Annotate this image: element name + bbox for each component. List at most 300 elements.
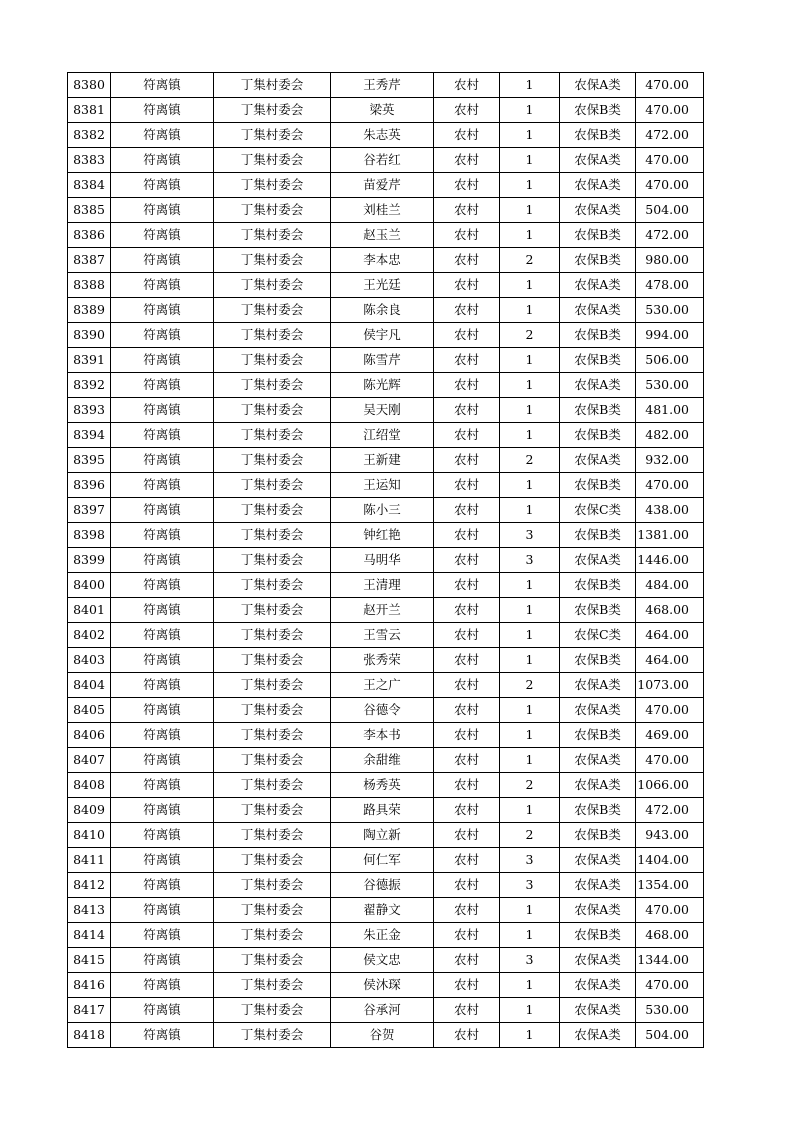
town-cell: 符离镇 (111, 773, 214, 798)
household-type-cell: 农村 (434, 373, 500, 398)
household-type-cell: 农村 (434, 448, 500, 473)
amount-cell: 530.00 (636, 298, 704, 323)
serial-number-cell: 8415 (68, 948, 111, 973)
serial-number-cell: 8405 (68, 698, 111, 723)
person-name-cell: 王光廷 (331, 273, 434, 298)
person-name-cell: 张秀荣 (331, 648, 434, 673)
person-name-cell: 谷若红 (331, 148, 434, 173)
town-cell: 符离镇 (111, 398, 214, 423)
amount-cell: 472.00 (636, 798, 704, 823)
village-committee-cell: 丁集村委会 (214, 248, 331, 273)
amount-cell: 1354.00 (636, 873, 704, 898)
amount-cell: 482.00 (636, 423, 704, 448)
family-size-cell: 1 (500, 173, 560, 198)
insurance-category-cell: 农保A类 (560, 1023, 636, 1048)
amount-cell: 506.00 (636, 348, 704, 373)
family-size-cell: 1 (500, 748, 560, 773)
insurance-category-cell: 农保A类 (560, 298, 636, 323)
person-name-cell: 侯宇凡 (331, 323, 434, 348)
serial-number-cell: 8402 (68, 623, 111, 648)
family-size-cell: 1 (500, 73, 560, 98)
insurance-category-cell: 农保B类 (560, 223, 636, 248)
household-type-cell: 农村 (434, 948, 500, 973)
amount-cell: 481.00 (636, 398, 704, 423)
town-cell: 符离镇 (111, 673, 214, 698)
table-row (68, 848, 704, 873)
person-name-cell: 谷德振 (331, 873, 434, 898)
person-name-cell: 王清理 (331, 573, 434, 598)
insurance-category-cell: 农保B类 (560, 248, 636, 273)
village-committee-cell: 丁集村委会 (214, 298, 331, 323)
table-row (68, 623, 704, 648)
town-cell: 符离镇 (111, 423, 214, 448)
insurance-category-cell: 农保C类 (560, 498, 636, 523)
household-type-cell: 农村 (434, 823, 500, 848)
table-row (68, 798, 704, 823)
insurance-category-cell: 农保B类 (560, 798, 636, 823)
insurance-category-cell: 农保A类 (560, 773, 636, 798)
serial-number-cell: 8407 (68, 748, 111, 773)
person-name-cell: 马明华 (331, 548, 434, 573)
table-row (68, 673, 704, 698)
family-size-cell: 1 (500, 198, 560, 223)
family-size-cell: 3 (500, 848, 560, 873)
amount-cell: 470.00 (636, 98, 704, 123)
household-type-cell: 农村 (434, 623, 500, 648)
town-cell: 符离镇 (111, 998, 214, 1023)
village-committee-cell: 丁集村委会 (214, 573, 331, 598)
household-type-cell: 农村 (434, 798, 500, 823)
village-committee-cell: 丁集村委会 (214, 773, 331, 798)
household-type-cell: 农村 (434, 248, 500, 273)
person-name-cell: 杨秀英 (331, 773, 434, 798)
village-committee-cell: 丁集村委会 (214, 98, 331, 123)
household-type-cell: 农村 (434, 198, 500, 223)
serial-number-cell: 8396 (68, 473, 111, 498)
table-row (68, 998, 704, 1023)
insurance-category-cell: 农保B类 (560, 523, 636, 548)
person-name-cell: 路具荣 (331, 798, 434, 823)
insurance-category-cell: 农保B类 (560, 423, 636, 448)
amount-cell: 470.00 (636, 473, 704, 498)
serial-number-cell: 8414 (68, 923, 111, 948)
serial-number-cell: 8400 (68, 573, 111, 598)
household-type-cell: 农村 (434, 673, 500, 698)
person-name-cell: 赵开兰 (331, 598, 434, 623)
person-name-cell: 王新建 (331, 448, 434, 473)
household-type-cell: 农村 (434, 998, 500, 1023)
household-type-cell: 农村 (434, 748, 500, 773)
amount-cell: 472.00 (636, 223, 704, 248)
village-committee-cell: 丁集村委会 (214, 348, 331, 373)
village-committee-cell: 丁集村委会 (214, 873, 331, 898)
household-type-cell: 农村 (434, 173, 500, 198)
household-type-cell: 农村 (434, 498, 500, 523)
table-row (68, 723, 704, 748)
household-type-cell: 农村 (434, 223, 500, 248)
person-name-cell: 钟红艳 (331, 523, 434, 548)
town-cell: 符离镇 (111, 873, 214, 898)
family-size-cell: 1 (500, 123, 560, 148)
village-committee-cell: 丁集村委会 (214, 998, 331, 1023)
town-cell: 符离镇 (111, 973, 214, 998)
household-type-cell: 农村 (434, 398, 500, 423)
insurance-category-cell: 农保A类 (560, 373, 636, 398)
amount-cell: 470.00 (636, 748, 704, 773)
amount-cell: 464.00 (636, 648, 704, 673)
person-name-cell: 王秀芹 (331, 73, 434, 98)
amount-cell: 478.00 (636, 273, 704, 298)
town-cell: 符离镇 (111, 198, 214, 223)
insurance-category-cell: 农保A类 (560, 698, 636, 723)
village-committee-cell: 丁集村委会 (214, 173, 331, 198)
family-size-cell: 1 (500, 298, 560, 323)
household-type-cell: 农村 (434, 648, 500, 673)
table-row (68, 273, 704, 298)
serial-number-cell: 8413 (68, 898, 111, 923)
town-cell: 符离镇 (111, 723, 214, 748)
serial-number-cell: 8397 (68, 498, 111, 523)
amount-cell: 468.00 (636, 923, 704, 948)
person-name-cell: 李本忠 (331, 248, 434, 273)
table-row (68, 473, 704, 498)
insurance-category-cell: 农保A类 (560, 848, 636, 873)
family-size-cell: 1 (500, 973, 560, 998)
town-cell: 符离镇 (111, 498, 214, 523)
village-committee-cell: 丁集村委会 (214, 448, 331, 473)
insurance-category-cell: 农保B类 (560, 648, 636, 673)
amount-cell: 1066.00 (636, 773, 704, 798)
family-size-cell: 3 (500, 548, 560, 573)
amount-cell: 470.00 (636, 73, 704, 98)
town-cell: 符离镇 (111, 473, 214, 498)
amount-cell: 1446.00 (636, 548, 704, 573)
insurance-category-cell: 农保B类 (560, 398, 636, 423)
person-name-cell: 谷承河 (331, 998, 434, 1023)
family-size-cell: 3 (500, 523, 560, 548)
village-committee-cell: 丁集村委会 (214, 748, 331, 773)
town-cell: 符离镇 (111, 448, 214, 473)
serial-number-cell: 8394 (68, 423, 111, 448)
amount-cell: 470.00 (636, 698, 704, 723)
household-type-cell: 农村 (434, 523, 500, 548)
family-size-cell: 1 (500, 348, 560, 373)
village-committee-cell: 丁集村委会 (214, 123, 331, 148)
town-cell: 符离镇 (111, 848, 214, 873)
serial-number-cell: 8398 (68, 523, 111, 548)
person-name-cell: 侯文忠 (331, 948, 434, 973)
town-cell: 符离镇 (111, 223, 214, 248)
village-committee-cell: 丁集村委会 (214, 323, 331, 348)
person-name-cell: 谷德令 (331, 698, 434, 723)
town-cell: 符离镇 (111, 73, 214, 98)
serial-number-cell: 8392 (68, 373, 111, 398)
amount-cell: 470.00 (636, 898, 704, 923)
person-name-cell: 陶立新 (331, 823, 434, 848)
village-committee-cell: 丁集村委会 (214, 798, 331, 823)
village-committee-cell: 丁集村委会 (214, 948, 331, 973)
village-committee-cell: 丁集村委会 (214, 923, 331, 948)
person-name-cell: 陈小三 (331, 498, 434, 523)
serial-number-cell: 8388 (68, 273, 111, 298)
person-name-cell: 陈余良 (331, 298, 434, 323)
serial-number-cell: 8399 (68, 548, 111, 573)
household-type-cell: 农村 (434, 123, 500, 148)
insurance-category-cell: 农保B类 (560, 823, 636, 848)
family-size-cell: 2 (500, 248, 560, 273)
serial-number-cell: 8386 (68, 223, 111, 248)
town-cell: 符离镇 (111, 98, 214, 123)
household-type-cell: 农村 (434, 423, 500, 448)
serial-number-cell: 8411 (68, 848, 111, 873)
insurance-category-cell: 农保A类 (560, 73, 636, 98)
person-name-cell: 谷贺 (331, 1023, 434, 1048)
amount-cell: 438.00 (636, 498, 704, 523)
table-row (68, 598, 704, 623)
family-size-cell: 1 (500, 398, 560, 423)
table-row (68, 748, 704, 773)
table-row (68, 348, 704, 373)
town-cell: 符离镇 (111, 823, 214, 848)
town-cell: 符离镇 (111, 523, 214, 548)
family-size-cell: 1 (500, 698, 560, 723)
family-size-cell: 1 (500, 373, 560, 398)
insurance-category-cell: 农保B类 (560, 923, 636, 948)
serial-number-cell: 8401 (68, 598, 111, 623)
town-cell: 符离镇 (111, 348, 214, 373)
person-name-cell: 朱志英 (331, 123, 434, 148)
serial-number-cell: 8408 (68, 773, 111, 798)
person-name-cell: 李本书 (331, 723, 434, 748)
amount-cell: 464.00 (636, 623, 704, 648)
village-committee-cell: 丁集村委会 (214, 523, 331, 548)
town-cell: 符离镇 (111, 548, 214, 573)
insurance-category-cell: 农保A类 (560, 998, 636, 1023)
serial-number-cell: 8387 (68, 248, 111, 273)
household-type-cell: 农村 (434, 573, 500, 598)
person-name-cell: 王之广 (331, 673, 434, 698)
amount-cell: 1344.00 (636, 948, 704, 973)
household-type-cell: 农村 (434, 73, 500, 98)
table-row (68, 173, 704, 198)
insurance-category-cell: 农保A类 (560, 198, 636, 223)
town-cell: 符离镇 (111, 923, 214, 948)
town-cell: 符离镇 (111, 298, 214, 323)
table-row (68, 323, 704, 348)
family-size-cell: 1 (500, 923, 560, 948)
table-row (68, 948, 704, 973)
town-cell: 符离镇 (111, 273, 214, 298)
table-row (68, 898, 704, 923)
village-committee-cell: 丁集村委会 (214, 398, 331, 423)
household-type-cell: 农村 (434, 298, 500, 323)
family-size-cell: 1 (500, 573, 560, 598)
village-committee-cell: 丁集村委会 (214, 548, 331, 573)
table-row (68, 873, 704, 898)
town-cell: 符离镇 (111, 1023, 214, 1048)
amount-cell: 994.00 (636, 323, 704, 348)
family-size-cell: 1 (500, 798, 560, 823)
serial-number-cell: 8406 (68, 723, 111, 748)
family-size-cell: 1 (500, 473, 560, 498)
household-type-cell: 农村 (434, 698, 500, 723)
village-committee-cell: 丁集村委会 (214, 698, 331, 723)
insurance-category-cell: 农保A类 (560, 448, 636, 473)
table-row (68, 973, 704, 998)
family-size-cell: 1 (500, 223, 560, 248)
person-name-cell: 刘桂兰 (331, 198, 434, 223)
household-type-cell: 农村 (434, 773, 500, 798)
amount-cell: 530.00 (636, 373, 704, 398)
person-name-cell: 江绍堂 (331, 423, 434, 448)
family-size-cell: 1 (500, 898, 560, 923)
village-committee-cell: 丁集村委会 (214, 1023, 331, 1048)
household-type-cell: 农村 (434, 473, 500, 498)
village-committee-cell: 丁集村委会 (214, 848, 331, 873)
village-committee-cell: 丁集村委会 (214, 623, 331, 648)
insurance-category-cell: 农保B类 (560, 473, 636, 498)
amount-cell: 470.00 (636, 148, 704, 173)
amount-cell: 943.00 (636, 823, 704, 848)
amount-cell: 980.00 (636, 248, 704, 273)
serial-number-cell: 8380 (68, 73, 111, 98)
roster-body (68, 73, 704, 1048)
table-row (68, 498, 704, 523)
serial-number-cell: 8390 (68, 323, 111, 348)
person-name-cell: 赵玉兰 (331, 223, 434, 248)
serial-number-cell: 8391 (68, 348, 111, 373)
village-committee-cell: 丁集村委会 (214, 148, 331, 173)
insurance-category-cell: 农保A类 (560, 173, 636, 198)
family-size-cell: 3 (500, 948, 560, 973)
family-size-cell: 2 (500, 673, 560, 698)
amount-cell: 504.00 (636, 1023, 704, 1048)
insurance-category-cell: 农保A类 (560, 748, 636, 773)
insurance-category-cell: 农保A类 (560, 548, 636, 573)
serial-number-cell: 8395 (68, 448, 111, 473)
person-name-cell: 何仁军 (331, 848, 434, 873)
amount-cell: 1404.00 (636, 848, 704, 873)
table-row (68, 648, 704, 673)
town-cell: 符离镇 (111, 798, 214, 823)
village-committee-cell: 丁集村委会 (214, 723, 331, 748)
table-row (68, 73, 704, 98)
family-size-cell: 1 (500, 423, 560, 448)
town-cell: 符离镇 (111, 948, 214, 973)
household-type-cell: 农村 (434, 348, 500, 373)
household-type-cell: 农村 (434, 323, 500, 348)
family-size-cell: 1 (500, 273, 560, 298)
village-committee-cell: 丁集村委会 (214, 898, 331, 923)
town-cell: 符离镇 (111, 648, 214, 673)
table-row (68, 98, 704, 123)
village-committee-cell: 丁集村委会 (214, 473, 331, 498)
table-row (68, 448, 704, 473)
table-row (68, 373, 704, 398)
town-cell: 符离镇 (111, 598, 214, 623)
person-name-cell: 梁英 (331, 98, 434, 123)
family-size-cell: 1 (500, 998, 560, 1023)
amount-cell: 1381.00 (636, 523, 704, 548)
town-cell: 符离镇 (111, 573, 214, 598)
serial-number-cell: 8403 (68, 648, 111, 673)
family-size-cell: 3 (500, 873, 560, 898)
insurance-category-cell: 农保A类 (560, 148, 636, 173)
household-type-cell: 农村 (434, 98, 500, 123)
insurance-category-cell: 农保A类 (560, 673, 636, 698)
person-name-cell: 吴天刚 (331, 398, 434, 423)
insurance-category-cell: 农保A类 (560, 948, 636, 973)
amount-cell: 484.00 (636, 573, 704, 598)
table-row (68, 223, 704, 248)
serial-number-cell: 8384 (68, 173, 111, 198)
table-row (68, 698, 704, 723)
roster-table (67, 72, 704, 1048)
village-committee-cell: 丁集村委会 (214, 823, 331, 848)
serial-number-cell: 8404 (68, 673, 111, 698)
village-committee-cell: 丁集村委会 (214, 498, 331, 523)
serial-number-cell: 8383 (68, 148, 111, 173)
person-name-cell: 陈雪芹 (331, 348, 434, 373)
insurance-category-cell: 农保A类 (560, 273, 636, 298)
amount-cell: 530.00 (636, 998, 704, 1023)
table-row (68, 923, 704, 948)
household-type-cell: 农村 (434, 148, 500, 173)
household-type-cell: 农村 (434, 898, 500, 923)
serial-number-cell: 8382 (68, 123, 111, 148)
family-size-cell: 1 (500, 98, 560, 123)
town-cell: 符离镇 (111, 123, 214, 148)
household-type-cell: 农村 (434, 848, 500, 873)
table-row (68, 398, 704, 423)
serial-number-cell: 8418 (68, 1023, 111, 1048)
family-size-cell: 2 (500, 773, 560, 798)
insurance-category-cell: 农保B类 (560, 573, 636, 598)
town-cell: 符离镇 (111, 248, 214, 273)
serial-number-cell: 8389 (68, 298, 111, 323)
village-committee-cell: 丁集村委会 (214, 73, 331, 98)
village-committee-cell: 丁集村委会 (214, 198, 331, 223)
table-row (68, 1023, 704, 1048)
amount-cell: 1073.00 (636, 673, 704, 698)
household-type-cell: 农村 (434, 873, 500, 898)
family-size-cell: 2 (500, 823, 560, 848)
table-row (68, 548, 704, 573)
serial-number-cell: 8417 (68, 998, 111, 1023)
village-committee-cell: 丁集村委会 (214, 273, 331, 298)
insurance-category-cell: 农保B类 (560, 723, 636, 748)
serial-number-cell: 8412 (68, 873, 111, 898)
amount-cell: 469.00 (636, 723, 704, 748)
household-type-cell: 农村 (434, 723, 500, 748)
family-size-cell: 1 (500, 598, 560, 623)
family-size-cell: 1 (500, 148, 560, 173)
person-name-cell: 侯沐琛 (331, 973, 434, 998)
insurance-category-cell: 农保A类 (560, 898, 636, 923)
serial-number-cell: 8416 (68, 973, 111, 998)
amount-cell: 468.00 (636, 598, 704, 623)
table-row (68, 573, 704, 598)
insurance-category-cell: 农保A类 (560, 973, 636, 998)
family-size-cell: 2 (500, 448, 560, 473)
family-size-cell: 1 (500, 1023, 560, 1048)
person-name-cell: 朱正金 (331, 923, 434, 948)
table-row (68, 248, 704, 273)
village-committee-cell: 丁集村委会 (214, 973, 331, 998)
serial-number-cell: 8381 (68, 98, 111, 123)
village-committee-cell: 丁集村委会 (214, 673, 331, 698)
village-committee-cell: 丁集村委会 (214, 648, 331, 673)
